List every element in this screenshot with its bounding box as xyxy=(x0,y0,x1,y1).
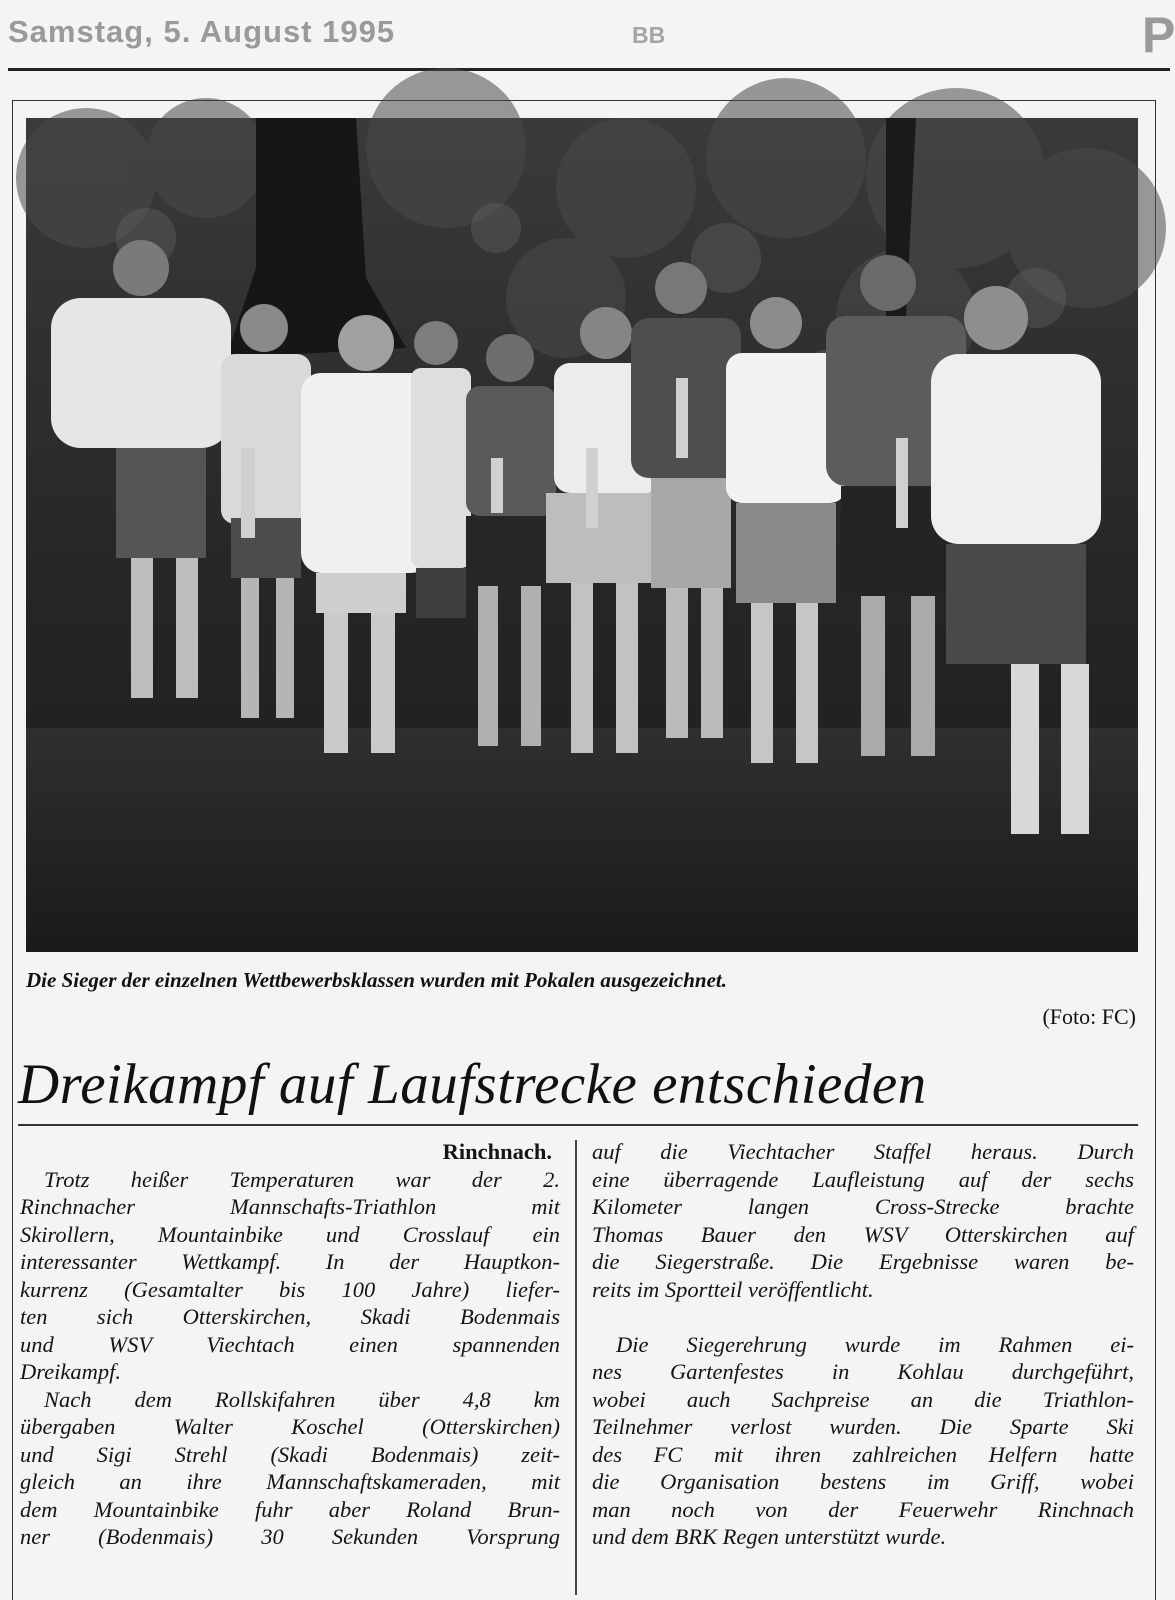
section-letter: P xyxy=(1142,7,1175,63)
photo-caption: Die Sieger der einzelnen Wettbewerbsklassen wurden mit Pokalen ausgezeichnet. xyxy=(26,968,727,992)
headline-divider xyxy=(18,1124,1138,1126)
text-line: wobei auch Sachpreise an die Triathlon- xyxy=(592,1386,1134,1412)
group-photo xyxy=(26,118,1138,952)
article-column-right xyxy=(592,1138,1134,1551)
text-line: kurrenz (Gesamtalter bis 100 Jahre) liefer- xyxy=(20,1276,560,1302)
page-header xyxy=(0,0,1175,72)
header-rule xyxy=(8,68,1170,71)
issue-date: Samstag, 5. August 1995 xyxy=(8,14,396,49)
text-line: Kilometer langen Cross-Strecke brachte xyxy=(592,1194,1134,1219)
text-line: auf die Viechtacher Staffel heraus. Durch xyxy=(592,1139,1134,1164)
headline: Dreikampf auf Laufstrecke entschieden xyxy=(18,1053,927,1116)
text-line: des FC mit ihren zahlreichen Helfern hatte xyxy=(592,1441,1134,1467)
paragraph-gap xyxy=(592,1303,1134,1331)
text-line: Skirollern, Mountainbike und Crosslauf ein xyxy=(20,1221,560,1247)
text-line: Thomas Bauer den WSV Otterskirchen auf xyxy=(592,1221,1134,1247)
group-photo-icon xyxy=(26,118,1138,952)
text-line: ten sich Otterskirchen, Skadi Bodenmais xyxy=(20,1304,560,1329)
text-line: gleich an ihre Mannschaftskameraden, mit xyxy=(20,1469,560,1494)
text-line: ner (Bodenmais) 30 Sekunden Vorsprung xyxy=(20,1524,560,1549)
text-line: Trotz heißer Temperaturen war der 2. xyxy=(44,1166,560,1192)
photo-credit: (Foto: FC) xyxy=(1042,1004,1136,1029)
text-line: Teilnehmer verlost wurden. Die Sparte Ski xyxy=(592,1414,1134,1439)
text-line: Dreikampf. xyxy=(20,1359,122,1384)
text-line: übergaben Walter Koschel (Otterskirchen) xyxy=(20,1414,560,1439)
dateline: Rinchnach. xyxy=(442,1139,552,1164)
text-line: Nach dem Rollskifahren über 4,8 km xyxy=(44,1386,560,1412)
text-line: eine überragende Laufleistung auf der sechs xyxy=(592,1166,1134,1192)
text-line: reits im Sportteil veröffentlicht. xyxy=(592,1276,874,1302)
text-line: Die Siegerehrung wurde im Rahmen ei- xyxy=(616,1331,1134,1357)
text-line: und dem BRK Regen unterstützt wurde. xyxy=(592,1524,947,1549)
edition-code: BB xyxy=(632,22,666,48)
text-line: interessanter Wettkampf. In der Hauptkon- xyxy=(20,1249,560,1274)
article-column-left xyxy=(20,1138,560,1551)
text-line: dem Mountainbike fuhr aber Roland Brun- xyxy=(20,1496,560,1522)
text-line: die Siegerstraße. Die Ergebnisse waren be- xyxy=(592,1249,1134,1274)
text-line: die Organisation bestens im Griff, wobei xyxy=(592,1469,1134,1494)
text-line: Rinchnacher Mannschafts-Triathlon mit xyxy=(20,1194,560,1219)
text-line: und WSV Viechtach einen spannenden xyxy=(20,1331,560,1357)
column-separator xyxy=(575,1140,577,1595)
text-line: man noch von der Feuerwehr Rinchnach xyxy=(592,1496,1134,1522)
text-line: nes Gartenfestes in Kohlau durchgeführt, xyxy=(592,1359,1134,1384)
text-line: und Sigi Strehl (Skadi Bodenmais) zeit- xyxy=(20,1441,560,1467)
